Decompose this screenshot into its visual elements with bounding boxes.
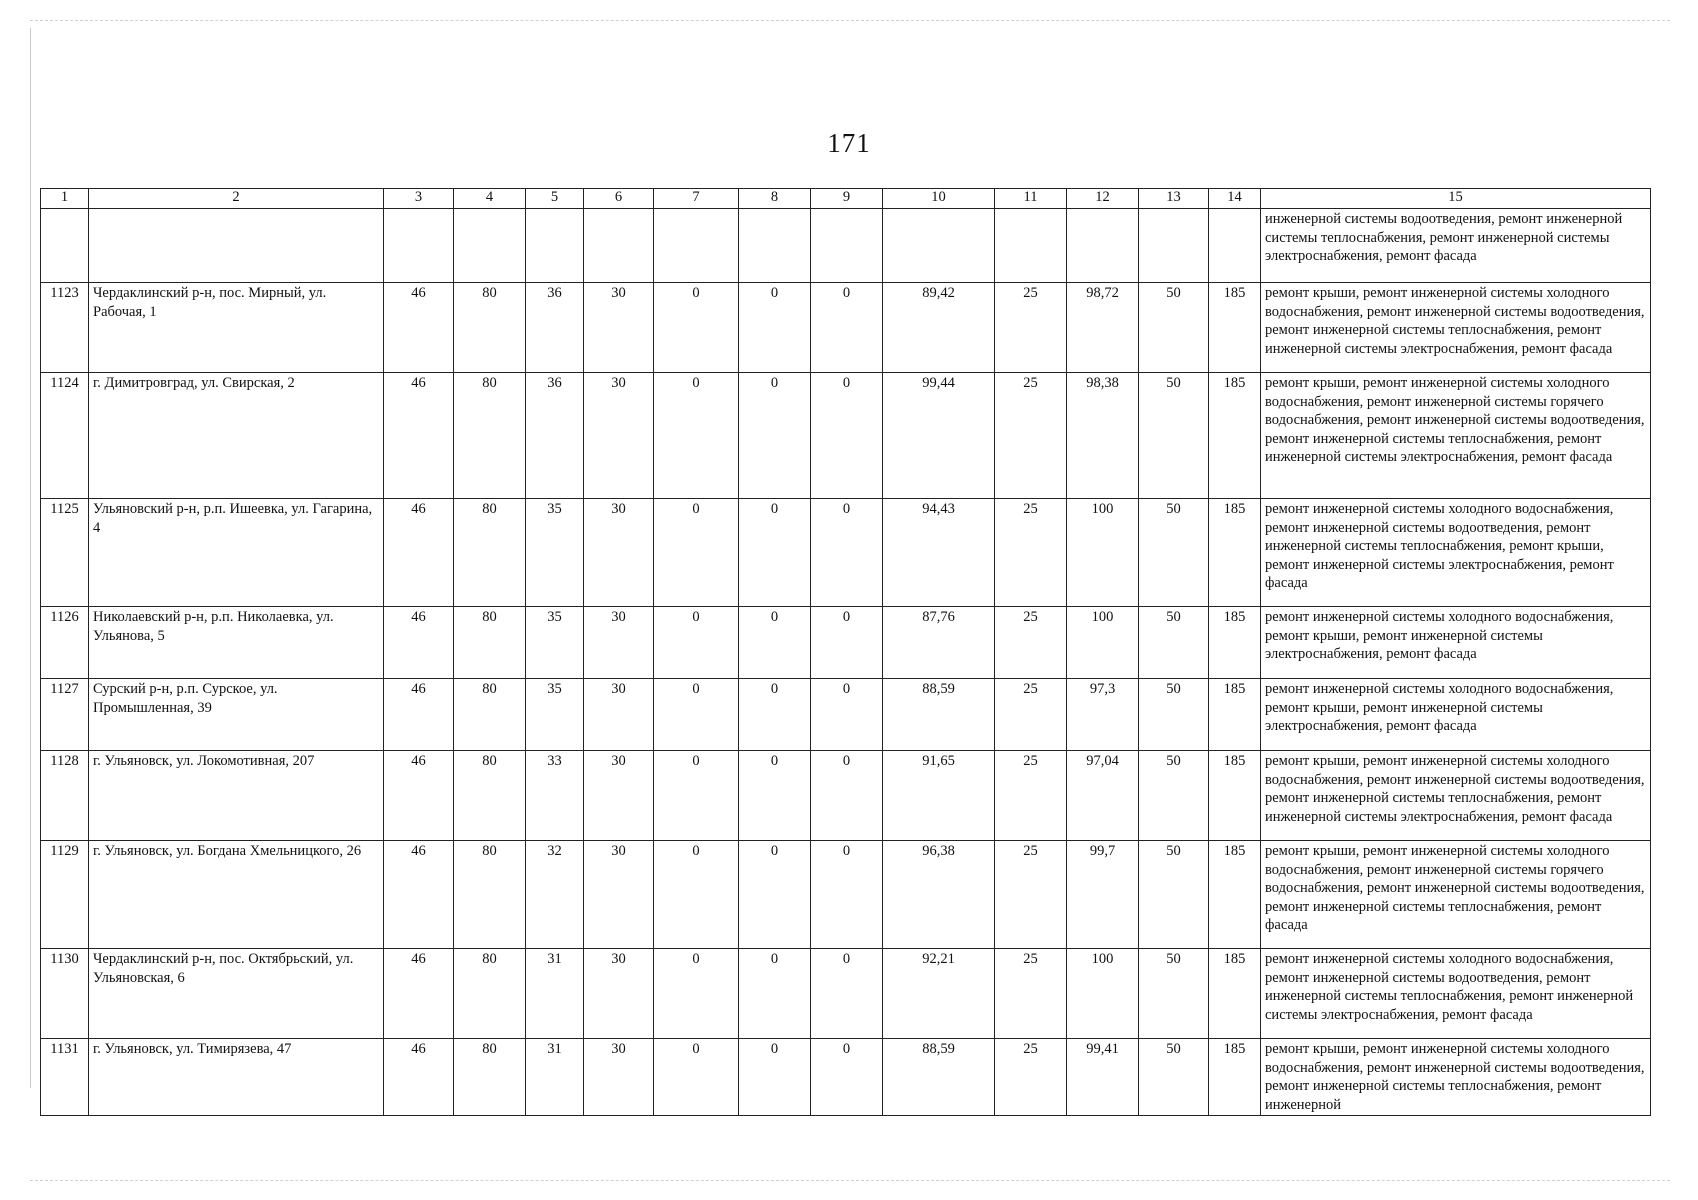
cell-col-6 — [584, 209, 654, 283]
row-number — [41, 209, 89, 283]
cell-col-3: 46 — [384, 283, 454, 373]
cell-col-8: 0 — [739, 1039, 811, 1116]
cell-col-10: 88,59 — [883, 679, 995, 751]
cell-col-9: 0 — [811, 679, 883, 751]
cell-col-6: 30 — [584, 949, 654, 1039]
cell-col-6: 30 — [584, 1039, 654, 1116]
table-row — [41, 607, 1651, 679]
work-types-cell: инженерной системы водоотведения, ремонт инженерной системы теплоснабжения, ремонт инженерной системы электроснабжения, ремонт фасада — [1261, 209, 1651, 283]
cell-col-3: 46 — [384, 607, 454, 679]
address-cell: Николаевский р-н, р.п. Николаевка, ул. Ульянова, 5 — [89, 607, 384, 679]
cell-col-8: 0 — [739, 841, 811, 949]
column-number: 6 — [584, 189, 654, 209]
cell-col-14: 185 — [1209, 841, 1261, 949]
column-number: 8 — [739, 189, 811, 209]
cell-col-5: 33 — [526, 751, 584, 841]
cell-col-12: 100 — [1067, 607, 1139, 679]
cell-col-5: 35 — [526, 679, 584, 751]
cell-col-7: 0 — [654, 1039, 739, 1116]
cell-col-11: 25 — [995, 499, 1067, 607]
cell-col-4 — [454, 209, 526, 283]
cell-col-5: 36 — [526, 373, 584, 499]
cell-col-12: 97,3 — [1067, 679, 1139, 751]
cell-col-6: 30 — [584, 679, 654, 751]
work-types-cell: ремонт крыши, ремонт инженерной системы холодного водоснабжения, ремонт инженерной системы горячего водоснабжения, ремонт инженерной системы водоотведения, ремонт инженерной системы теплоснабжения, ремонт фасада — [1261, 841, 1651, 949]
cell-col-4: 80 — [454, 607, 526, 679]
cell-col-5: 36 — [526, 283, 584, 373]
cell-col-4: 80 — [454, 283, 526, 373]
cell-col-5 — [526, 209, 584, 283]
cell-col-13: 50 — [1139, 949, 1209, 1039]
cell-col-9: 0 — [811, 751, 883, 841]
table-row — [41, 751, 1651, 841]
address-cell — [89, 209, 384, 283]
cell-col-10: 88,59 — [883, 1039, 995, 1116]
cell-col-8: 0 — [739, 283, 811, 373]
cell-col-9: 0 — [811, 1039, 883, 1116]
cell-col-7: 0 — [654, 949, 739, 1039]
table-row — [41, 679, 1651, 751]
cell-col-9 — [811, 209, 883, 283]
cell-col-11: 25 — [995, 679, 1067, 751]
row-number: 1129 — [41, 841, 89, 949]
cell-col-7: 0 — [654, 679, 739, 751]
cell-col-3: 46 — [384, 949, 454, 1039]
row-number: 1124 — [41, 373, 89, 499]
cell-col-9: 0 — [811, 949, 883, 1039]
cell-col-11: 25 — [995, 1039, 1067, 1116]
row-number: 1123 — [41, 283, 89, 373]
cell-col-11 — [995, 209, 1067, 283]
cell-col-4: 80 — [454, 751, 526, 841]
cell-col-10: 87,76 — [883, 607, 995, 679]
cell-col-11: 25 — [995, 841, 1067, 949]
work-types-cell: ремонт инженерной системы холодного водоснабжения, ремонт крыши, ремонт инженерной системы электроснабжения, ремонт фасада — [1261, 607, 1651, 679]
address-cell: г. Ульяновск, ул. Тимирязева, 47 — [89, 1039, 384, 1116]
address-cell: Чердаклинский р-н, пос. Мирный, ул. Рабочая, 1 — [89, 283, 384, 373]
row-number: 1131 — [41, 1039, 89, 1116]
cell-col-4: 80 — [454, 949, 526, 1039]
cell-col-3 — [384, 209, 454, 283]
cell-col-10 — [883, 209, 995, 283]
row-number: 1128 — [41, 751, 89, 841]
address-cell: Сурский р-н, р.п. Сурское, ул. Промышленная, 39 — [89, 679, 384, 751]
cell-col-13: 50 — [1139, 841, 1209, 949]
column-number: 3 — [384, 189, 454, 209]
cell-col-13 — [1139, 209, 1209, 283]
cell-col-8 — [739, 209, 811, 283]
cell-col-10: 94,43 — [883, 499, 995, 607]
cell-col-10: 99,44 — [883, 373, 995, 499]
row-number: 1125 — [41, 499, 89, 607]
cell-col-13: 50 — [1139, 499, 1209, 607]
table-row — [41, 1039, 1651, 1116]
cell-col-7: 0 — [654, 499, 739, 607]
cell-col-7 — [654, 209, 739, 283]
cell-col-5: 31 — [526, 1039, 584, 1116]
column-number-row — [41, 189, 1651, 209]
address-cell: Ульяновский р-н, р.п. Ишеевка, ул. Гагарина, 4 — [89, 499, 384, 607]
cell-col-7: 0 — [654, 751, 739, 841]
cell-col-12: 98,72 — [1067, 283, 1139, 373]
cell-col-9: 0 — [811, 607, 883, 679]
cell-col-14: 185 — [1209, 283, 1261, 373]
cell-col-4: 80 — [454, 499, 526, 607]
address-cell: г. Ульяновск, ул. Локомотивная, 207 — [89, 751, 384, 841]
cell-col-12: 98,38 — [1067, 373, 1139, 499]
row-number: 1126 — [41, 607, 89, 679]
cell-col-8: 0 — [739, 679, 811, 751]
work-types-cell: ремонт крыши, ремонт инженерной системы холодного водоснабжения, ремонт инженерной системы водоотведения, ремонт инженерной системы теплоснабжения, ремонт инженерной — [1261, 1039, 1651, 1116]
column-number: 12 — [1067, 189, 1139, 209]
column-number: 5 — [526, 189, 584, 209]
address-cell: г. Ульяновск, ул. Богдана Хмельницкого, 26 — [89, 841, 384, 949]
cell-col-5: 35 — [526, 499, 584, 607]
work-types-cell: ремонт крыши, ремонт инженерной системы холодного водоснабжения, ремонт инженерной системы горячего водоснабжения, ремонт инженерной системы водоотведения, ремонт инженерной системы теплоснабжения, ремонт инженерной системы электроснабжения, ремонт фасада — [1261, 373, 1651, 499]
cell-col-14 — [1209, 209, 1261, 283]
cell-col-3: 46 — [384, 1039, 454, 1116]
cell-col-3: 46 — [384, 499, 454, 607]
cell-col-7: 0 — [654, 373, 739, 499]
cell-col-10: 96,38 — [883, 841, 995, 949]
cell-col-10: 92,21 — [883, 949, 995, 1039]
cell-col-10: 91,65 — [883, 751, 995, 841]
cell-col-3: 46 — [384, 841, 454, 949]
cell-col-14: 185 — [1209, 751, 1261, 841]
cell-col-6: 30 — [584, 283, 654, 373]
cell-col-11: 25 — [995, 949, 1067, 1039]
column-number: 4 — [454, 189, 526, 209]
row-number: 1127 — [41, 679, 89, 751]
cell-col-7: 0 — [654, 283, 739, 373]
cell-col-12: 100 — [1067, 949, 1139, 1039]
cell-col-13: 50 — [1139, 373, 1209, 499]
scan-edge-bottom — [30, 1180, 1670, 1182]
table-row — [41, 499, 1651, 607]
cell-col-4: 80 — [454, 373, 526, 499]
repair-register-table — [40, 188, 1651, 1116]
cell-col-9: 0 — [811, 373, 883, 499]
work-types-cell: ремонт крыши, ремонт инженерной системы холодного водоснабжения, ремонт инженерной системы водоотведения, ремонт инженерной системы теплоснабжения, ремонт инженерной системы электроснабжения, ремонт фасада — [1261, 751, 1651, 841]
column-number: 11 — [995, 189, 1067, 209]
cell-col-9: 0 — [811, 499, 883, 607]
work-types-cell: ремонт инженерной системы холодного водоснабжения, ремонт крыши, ремонт инженерной системы электроснабжения, ремонт фасада — [1261, 679, 1651, 751]
cell-col-11: 25 — [995, 373, 1067, 499]
table-row — [41, 209, 1651, 283]
cell-col-3: 46 — [384, 751, 454, 841]
scan-edge-left — [30, 28, 31, 1088]
cell-col-8: 0 — [739, 607, 811, 679]
cell-col-5: 35 — [526, 607, 584, 679]
cell-col-3: 46 — [384, 679, 454, 751]
cell-col-12: 100 — [1067, 499, 1139, 607]
cell-col-6: 30 — [584, 751, 654, 841]
column-number: 7 — [654, 189, 739, 209]
cell-col-14: 185 — [1209, 373, 1261, 499]
work-types-cell: ремонт инженерной системы холодного водоснабжения, ремонт инженерной системы водоотведения, ремонт инженерной системы теплоснабжения, ремонт крыши, ремонт инженерной системы электроснабжения, ремонт фасада — [1261, 499, 1651, 607]
table-row — [41, 283, 1651, 373]
cell-col-11: 25 — [995, 283, 1067, 373]
cell-col-9: 0 — [811, 283, 883, 373]
cell-col-14: 185 — [1209, 499, 1261, 607]
table-row — [41, 373, 1651, 499]
cell-col-8: 0 — [739, 751, 811, 841]
cell-col-13: 50 — [1139, 679, 1209, 751]
address-cell: г. Димитровград, ул. Свирская, 2 — [89, 373, 384, 499]
cell-col-14: 185 — [1209, 1039, 1261, 1116]
cell-col-6: 30 — [584, 499, 654, 607]
cell-col-14: 185 — [1209, 679, 1261, 751]
work-types-cell: ремонт крыши, ремонт инженерной системы холодного водоснабжения, ремонт инженерной системы водоотведения, ремонт инженерной системы теплоснабжения, ремонт инженерной системы электроснабжения, ремонт фасада — [1261, 283, 1651, 373]
cell-col-7: 0 — [654, 607, 739, 679]
cell-col-4: 80 — [454, 1039, 526, 1116]
cell-col-12 — [1067, 209, 1139, 283]
work-types-cell: ремонт инженерной системы холодного водоснабжения, ремонт инженерной системы водоотведения, ремонт инженерной системы теплоснабжения, ремонт инженерной системы электроснабжения, ремонт фасада — [1261, 949, 1651, 1039]
cell-col-6: 30 — [584, 841, 654, 949]
scan-edge-top — [30, 20, 1670, 22]
cell-col-4: 80 — [454, 841, 526, 949]
column-number: 2 — [89, 189, 384, 209]
column-number: 1 — [41, 189, 89, 209]
column-number: 14 — [1209, 189, 1261, 209]
cell-col-9: 0 — [811, 841, 883, 949]
cell-col-3: 46 — [384, 373, 454, 499]
row-number: 1130 — [41, 949, 89, 1039]
cell-col-5: 31 — [526, 949, 584, 1039]
address-cell: Чердаклинский р-н, пос. Октябрьский, ул. Ульяновская, 6 — [89, 949, 384, 1039]
column-number: 15 — [1261, 189, 1651, 209]
page-number: 171 — [827, 128, 871, 158]
cell-col-14: 185 — [1209, 949, 1261, 1039]
cell-col-8: 0 — [739, 499, 811, 607]
cell-col-8: 0 — [739, 373, 811, 499]
cell-col-6: 30 — [584, 607, 654, 679]
cell-col-5: 32 — [526, 841, 584, 949]
cell-col-8: 0 — [739, 949, 811, 1039]
column-number: 13 — [1139, 189, 1209, 209]
table-row — [41, 949, 1651, 1039]
cell-col-13: 50 — [1139, 283, 1209, 373]
table-row — [41, 841, 1651, 949]
cell-col-13: 50 — [1139, 1039, 1209, 1116]
cell-col-12: 97,04 — [1067, 751, 1139, 841]
cell-col-4: 80 — [454, 679, 526, 751]
cell-col-7: 0 — [654, 841, 739, 949]
cell-col-12: 99,41 — [1067, 1039, 1139, 1116]
table-body — [41, 209, 1651, 1116]
cell-col-13: 50 — [1139, 607, 1209, 679]
column-number: 9 — [811, 189, 883, 209]
cell-col-14: 185 — [1209, 607, 1261, 679]
cell-col-6: 30 — [584, 373, 654, 499]
cell-col-11: 25 — [995, 607, 1067, 679]
cell-col-12: 99,7 — [1067, 841, 1139, 949]
column-number: 10 — [883, 189, 995, 209]
cell-col-13: 50 — [1139, 751, 1209, 841]
cell-col-10: 89,42 — [883, 283, 995, 373]
cell-col-11: 25 — [995, 751, 1067, 841]
